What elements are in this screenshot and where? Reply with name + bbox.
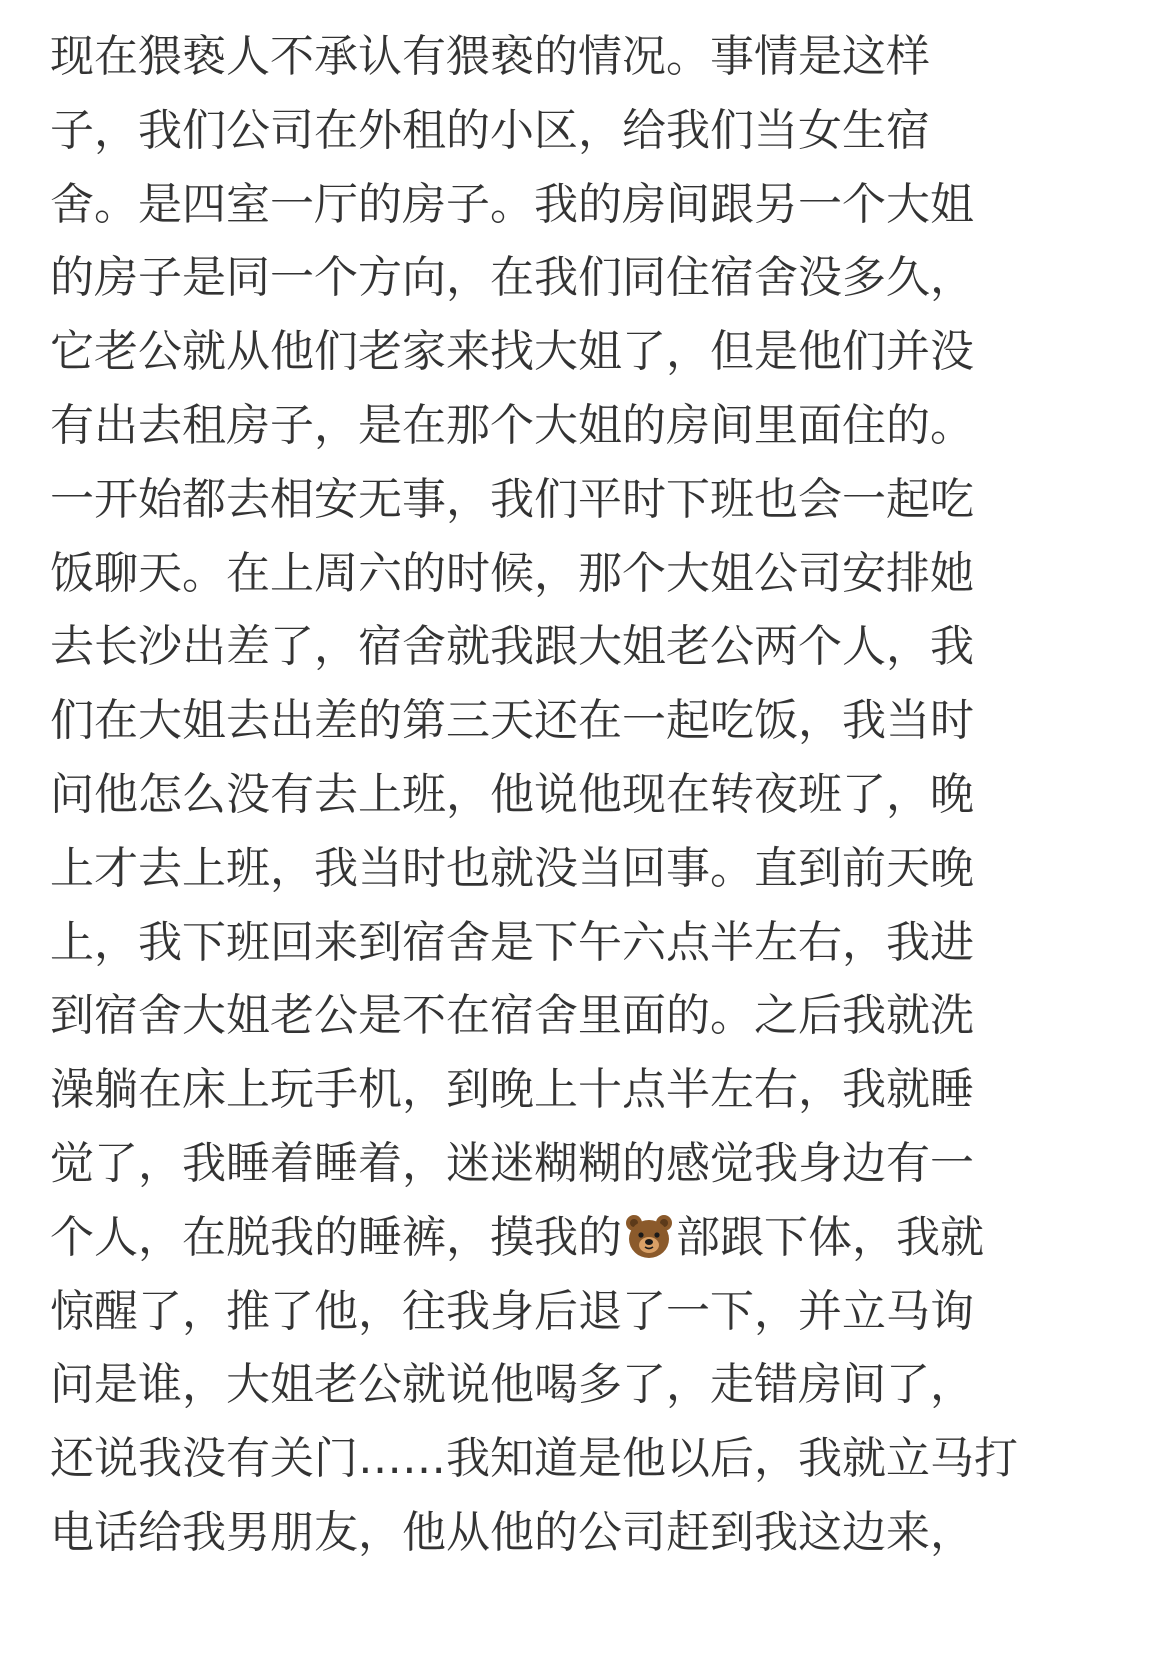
text-line-7: 一开始都去相安无事，我们平时下班也会一起吃 — [50, 473, 974, 525]
text-line-16: 觉了，我睡着睡着，迷迷糊糊的感觉我身边有一 — [50, 1137, 974, 1189]
text-line-13: 上，我下班回来到宿舍是下午六点半左右，我进 — [50, 916, 974, 968]
text-line-5: 它老公就从他们老家来找大姐了，但是他们并没 — [50, 326, 974, 378]
text-line-6: 有出去租房子，是在那个大姐的房间里面住的。 — [50, 399, 974, 451]
text-line-18: 惊醒了，推了他，往我身后退了一下，并立马询 — [50, 1285, 974, 1337]
text-line-17 — [50, 1201, 1140, 1275]
text-line-20: 还说我没有关门……我知道是他以后，我就立马打 — [50, 1433, 1018, 1485]
post-text-body — [50, 20, 1140, 1570]
text-line-12: 上才去上班，我当时也就没当回事。直到前天晚 — [50, 842, 974, 894]
text-line-1: 现在猥亵人不承认有猥亵的情况。事情是这样 — [50, 31, 930, 82]
text-line-8: 饭聊天。在上周六的时候，那个大姐公司安排她 — [50, 547, 974, 599]
text-line-4: 的房子是同一个方向，在我们同住宿舍没多久， — [50, 252, 974, 304]
text-line-17-before: 个人，在脱我的睡裤，摸我的 — [50, 1211, 622, 1263]
text-line-19: 问是谁，大姐老公就说他喝多了，走错房间了， — [50, 1359, 974, 1411]
text-line-3: 舍。是四室一厅的房子。我的房间跟另一个大姐 — [50, 178, 974, 230]
text-line-15: 澡躺在床上玩手机，到晚上十点半左右，我就睡 — [50, 1064, 974, 1116]
text-line-17-after: 部跟下体，我就 — [676, 1211, 984, 1263]
text-line-11: 问他怎么没有去上班，他说他现在转夜班了，晚 — [50, 768, 974, 820]
text-line-21: 电话给我男朋友，他从他的公司赶到我这边来， — [50, 1506, 974, 1558]
text-line-2: 子，我们公司在外租的小区，给我们当女生宿 — [50, 104, 930, 156]
text-line-10: 们在大姐去出差的第三天还在一起吃饭，我当时 — [50, 695, 974, 747]
text-line-9: 去长沙出差了，宿舍就我跟大姐老公两个人，我 — [50, 621, 974, 673]
bear-face-icon — [624, 1209, 674, 1257]
text-line-14: 到宿舍大姐老公是不在宿舍里面的。之后我就洗 — [50, 990, 974, 1042]
